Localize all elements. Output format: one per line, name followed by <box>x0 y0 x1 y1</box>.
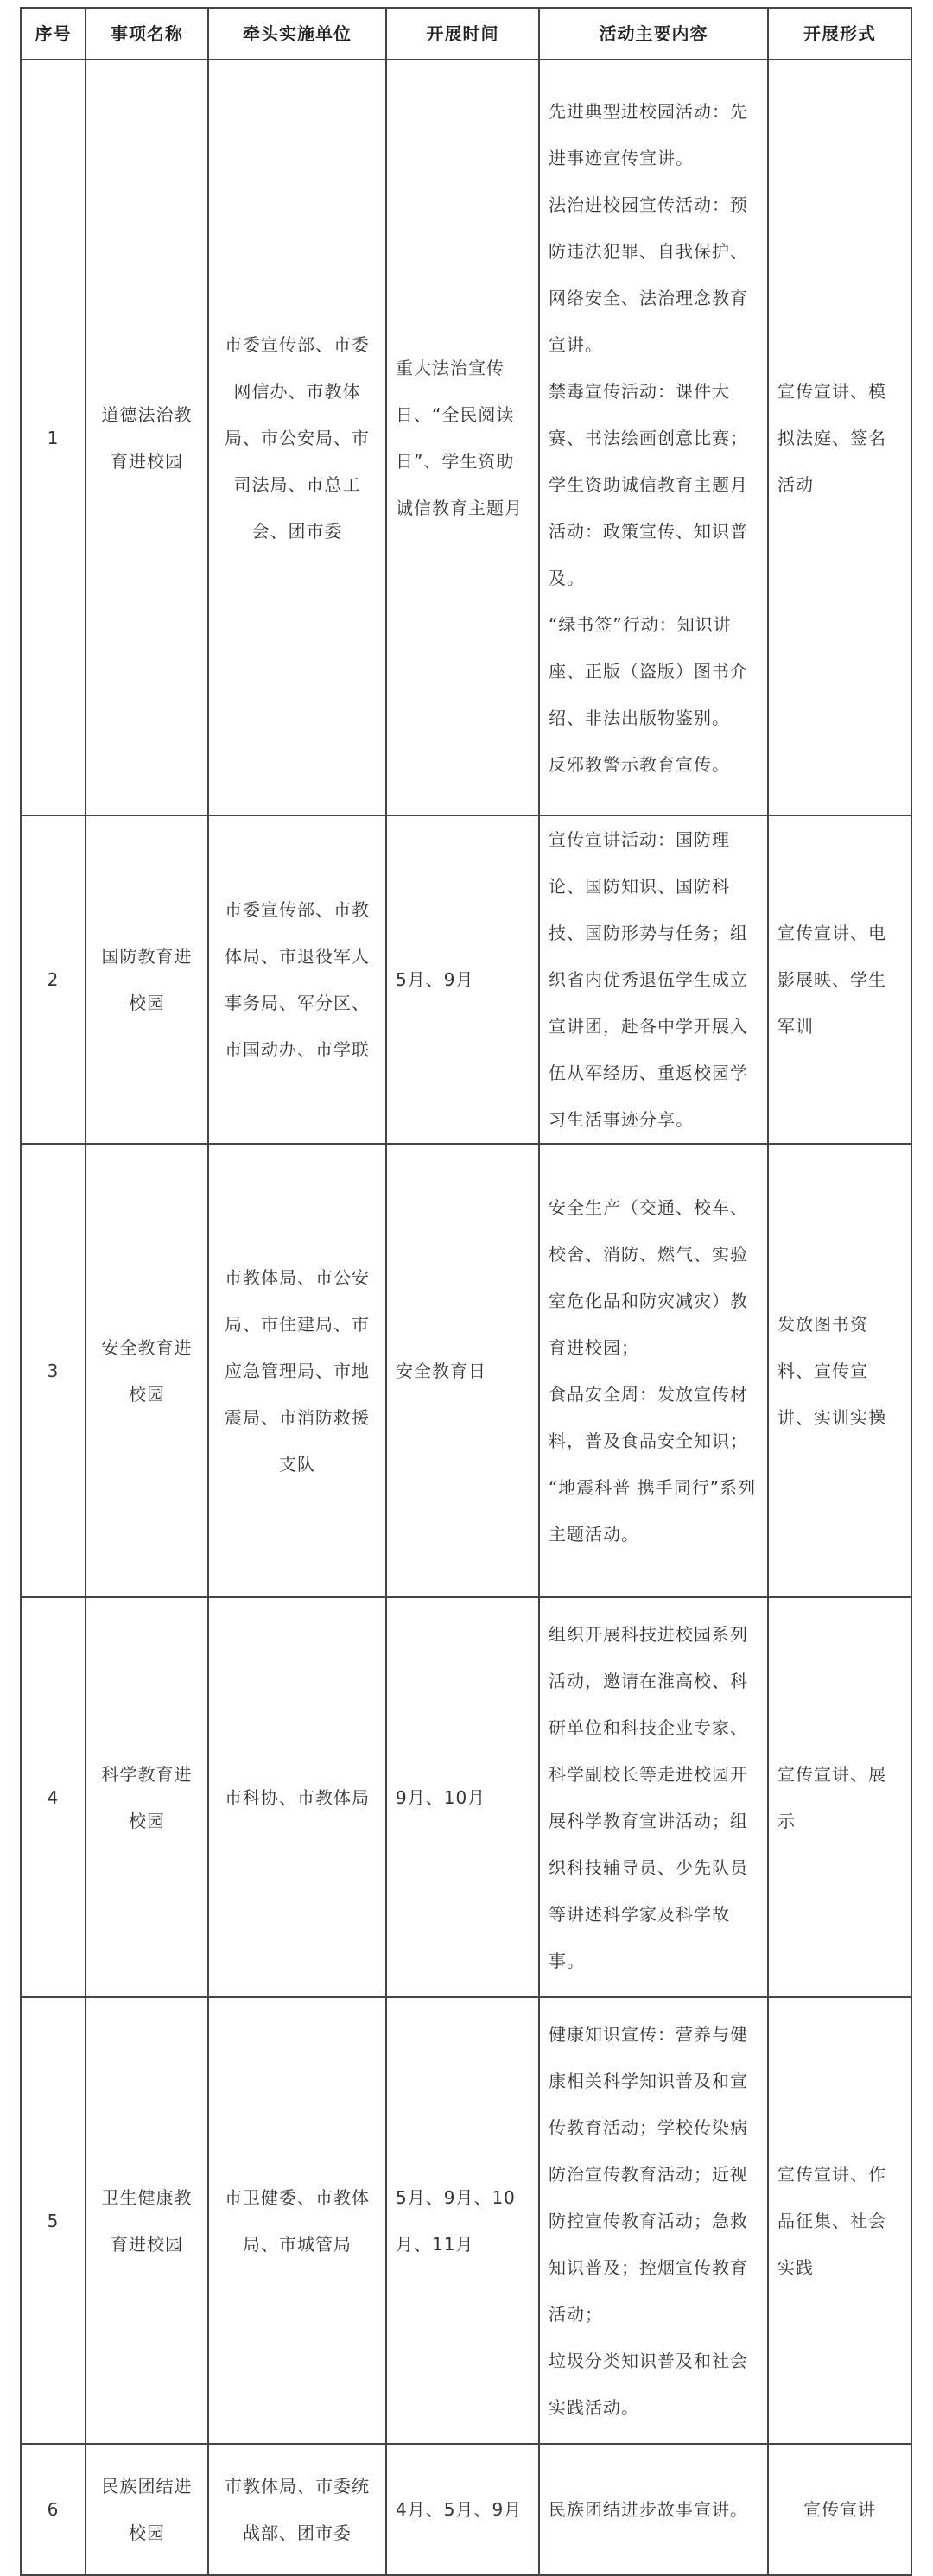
activity-content <box>539 1997 768 2444</box>
content-paragraph: 垃圾分类知识普及和社会实践活动。 <box>549 2350 748 2418</box>
activity-form: 宣传宣讲、作品征集、社会实践 <box>768 1997 911 2444</box>
school-activities-table <box>20 7 912 2576</box>
table-row <box>21 1997 911 2444</box>
header-content: 活动主要内容 <box>539 8 768 60</box>
content-paragraph: “绿书签”行动：知识讲座、正版（盗版）图书介绍、非法出版物鉴别。 <box>549 613 748 728</box>
row-number: 3 <box>21 1144 86 1597</box>
activity-content <box>539 60 768 815</box>
item-name: 卫生健康教育进校园 <box>86 1997 208 2444</box>
header-time: 开展时间 <box>386 8 539 60</box>
activity-form: 宣传宣讲、电影展映、学生军训 <box>768 815 911 1144</box>
header-no: 序号 <box>21 8 86 60</box>
content-paragraph: 先进典型进校园活动：先进事迹宣传宣讲。 <box>549 100 748 168</box>
table-row <box>21 1597 911 1997</box>
content-paragraph: “地震科普 携手同行”系列主题活动。 <box>549 1476 757 1545</box>
content-paragraph: 法治进校园宣传活动：预防违法犯罪、自我保护、网络安全、法治理念教育宣讲。 <box>549 194 748 355</box>
lead-units: 市卫健委、市教体局、市城管局 <box>208 1997 386 2444</box>
row-number: 6 <box>21 2444 86 2575</box>
item-name: 国防教育进校园 <box>86 815 208 1144</box>
row-number: 2 <box>21 815 86 1144</box>
schedule: 重大法治宣传日、“全民阅读日”、学生资助诚信教育主题月 <box>386 60 539 815</box>
schedule: 4月、5月、9月 <box>386 2444 539 2575</box>
table-row <box>21 2444 911 2575</box>
lead-units: 市教体局、市委统战部、团市委 <box>208 2444 386 2575</box>
content-paragraph: 组织开展科技进校园系列活动，邀请在淮高校、科研单位和科技企业专家、科学副校长等走进校园开展科学教育宣讲活动；组织科技辅导员、少先队员等讲述科学家及科学故事。 <box>549 1623 748 1971</box>
item-name: 民族团结进校园 <box>86 2444 208 2575</box>
item-name: 安全教育进校园 <box>86 1144 208 1597</box>
lead-units: 市委宣传部、市教体局、市退役军人事务局、军分区、市国动办、市学联 <box>208 815 386 1144</box>
content-paragraph: 民族团结进步故事宣讲。 <box>549 2499 748 2520</box>
activity-content <box>539 1144 768 1597</box>
content-paragraph: 宣传宣讲活动：国防理论、国防知识、国防科技、国防形势与任务；组织省内优秀退伍学生成立宣讲团，赴各中学开展入伍从军经历、重返校园学习生活事迹分享。 <box>549 829 748 1130</box>
activity-content <box>539 815 768 1144</box>
lead-units: 市科协、市教体局 <box>208 1597 386 1997</box>
table-header-row <box>21 8 911 60</box>
schedule: 安全教育日 <box>386 1144 539 1597</box>
activity-form: 宣传宣讲、展示 <box>768 1597 911 1997</box>
schedule: 5月、9月、10月、11月 <box>386 1997 539 2444</box>
content-paragraph: 反邪教警示教育宣传。 <box>549 753 730 775</box>
header-units: 牵头实施单位 <box>208 8 386 60</box>
item-name: 科学教育进校园 <box>86 1597 208 1997</box>
activity-content <box>539 2444 768 2575</box>
header-name: 事项名称 <box>86 8 208 60</box>
table-row <box>21 60 911 815</box>
row-number: 4 <box>21 1597 86 1997</box>
header-form: 开展形式 <box>768 8 911 60</box>
activity-form: 宣传宣讲 <box>768 2444 911 2575</box>
content-paragraph: 食品安全周：发放宣传材料，普及食品安全知识； <box>549 1383 748 1451</box>
activity-form: 宣传宣讲、模拟法庭、签名活动 <box>768 60 911 815</box>
item-name: 道德法治教育进校园 <box>86 60 208 815</box>
activity-form: 发放图书资料、宣传宣讲、实训实操 <box>768 1144 911 1597</box>
lead-units: 市委宣传部、市委网信办、市教体局、市公安局、市司法局、市总工会、团市委 <box>208 60 386 815</box>
content-paragraph: 健康知识宣传：营养与健康相关科学知识普及和宣传教育活动；学校传染病防治宣传教育活动；近视防控宣传教育活动；急救知识普及；控烟宣传教育活动； <box>549 2023 748 2325</box>
content-paragraph: 禁毒宣传活动：课件大赛、书法绘画创意比赛；学生资助诚信教育主题月活动：政策宣传、知识普及。 <box>549 380 748 588</box>
activity-content <box>539 1597 768 1997</box>
lead-units: 市教体局、市公安局、市住建局、市应急管理局、市地震局、市消防救援支队 <box>208 1144 386 1597</box>
row-number: 5 <box>21 1997 86 2444</box>
schedule: 5月、9月 <box>386 815 539 1144</box>
row-number: 1 <box>21 60 86 815</box>
table-row <box>21 815 911 1144</box>
table-row <box>21 1144 911 1597</box>
schedule: 9月、10月 <box>386 1597 539 1997</box>
content-paragraph: 安全生产（交通、校车、校舍、消防、燃气、实验室危化品和防灾减灾）教育进校园； <box>549 1196 748 1358</box>
